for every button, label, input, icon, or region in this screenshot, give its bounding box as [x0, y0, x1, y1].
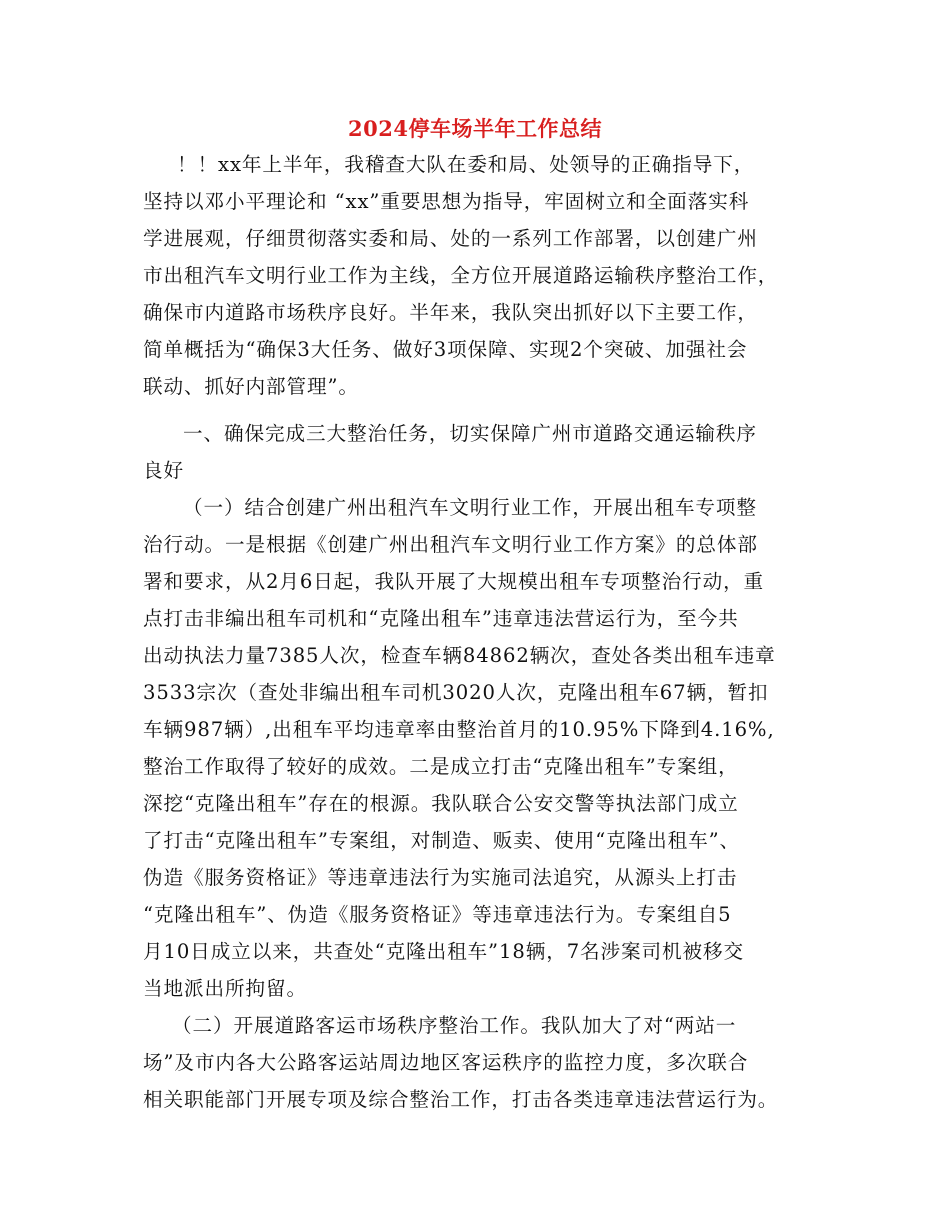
text-line: 简单概括为“确保3大任务、做好3项保障、实现2个突破、加强社会 — [143, 338, 748, 361]
text-line: 场”及市内各大公路客运站周边地区客运秩序的监控力度，多次联合 — [143, 1051, 749, 1074]
text-line: 相关职能部门开展专项及综合整治工作，打击各类违章违法营运行为。 — [143, 1088, 779, 1111]
text-line: 3533宗次（查处非编出租车司机3020人次，克隆出租车67辆，暂扣 — [143, 681, 769, 704]
text-line: （一）结合创建广州出租汽车文明行业工作，开展出租车专项整 — [183, 496, 757, 519]
text-line: 深挖“克隆出租车”存在的根源。我队联合公安交警等执法部门成立 — [143, 792, 739, 815]
text-line: 学进展观，仔细贯彻落实委和局、处的一系列工作部署，以创建广州 — [143, 227, 758, 250]
section-heading-continued: 良好 — [143, 459, 184, 482]
text-line: 治行动。一是根据《创建广州出租汽车文明行业工作方案》的总体部 — [143, 533, 758, 556]
text-line: 月10日成立以来，共查处“克隆出租车”18辆，7名涉案司机被移交 — [143, 940, 745, 963]
text-line: 确保市内道路市场秩序良好。半年来，我队突出抓好以下主要工作， — [143, 301, 758, 324]
text-line: 坚持以邓小平理论和 “xx”重要思想为指导，牢固树立和全面落实科 — [143, 190, 750, 213]
text-line: 整治工作取得了较好的成效。二是成立打击“克隆出租车”专案组， — [143, 755, 739, 778]
section-heading: 一、确保完成三大整治任务，切实保障广州市道路交通运输秩序 — [183, 422, 757, 445]
text-line: ！！xx年上半年，我稽查大队在委和局、处领导的正确指导下， — [177, 153, 755, 176]
text-line: 伪造《服务资格证》等违章违法行为实施司法追究，从源头上打击 — [143, 866, 738, 889]
text-line: 联动、抓好内部管理”。 — [143, 375, 359, 398]
text-line: 点打击非编出租车司机和“克隆出租车”违章违法营运行为，至今共 — [143, 607, 739, 630]
text-line: 车辆987辆）,出租车平均违章率由整治首月的10.95%下降到4.16%, — [143, 718, 775, 741]
text-line: 当地派出所拘留。 — [143, 977, 307, 1000]
text-line: 署和要求，从2月6日起，我队开展了大规模出租车专项整治行动，重 — [143, 570, 765, 593]
document-title: 2024停车场半年工作总结 — [348, 116, 602, 141]
text-line: （二）开展道路客运市场秩序整治工作。我队加大了对“两站一 — [172, 1014, 737, 1037]
text-line: 市出租汽车文明行业工作为主线，全方位开展道路运输秩序整治工作， — [143, 264, 779, 287]
text-line: 了打击“克隆出租车”专案组，对制造、贩卖、使用“克隆出租车”、 — [143, 829, 740, 852]
text-line: “克隆出租车”、伪造《服务资格证》等违章违法行为。专案组自5 — [143, 903, 732, 926]
text-line: 出动执法力量7385人次，检查车辆84862辆次，查处各类出租车违章 — [143, 644, 776, 667]
